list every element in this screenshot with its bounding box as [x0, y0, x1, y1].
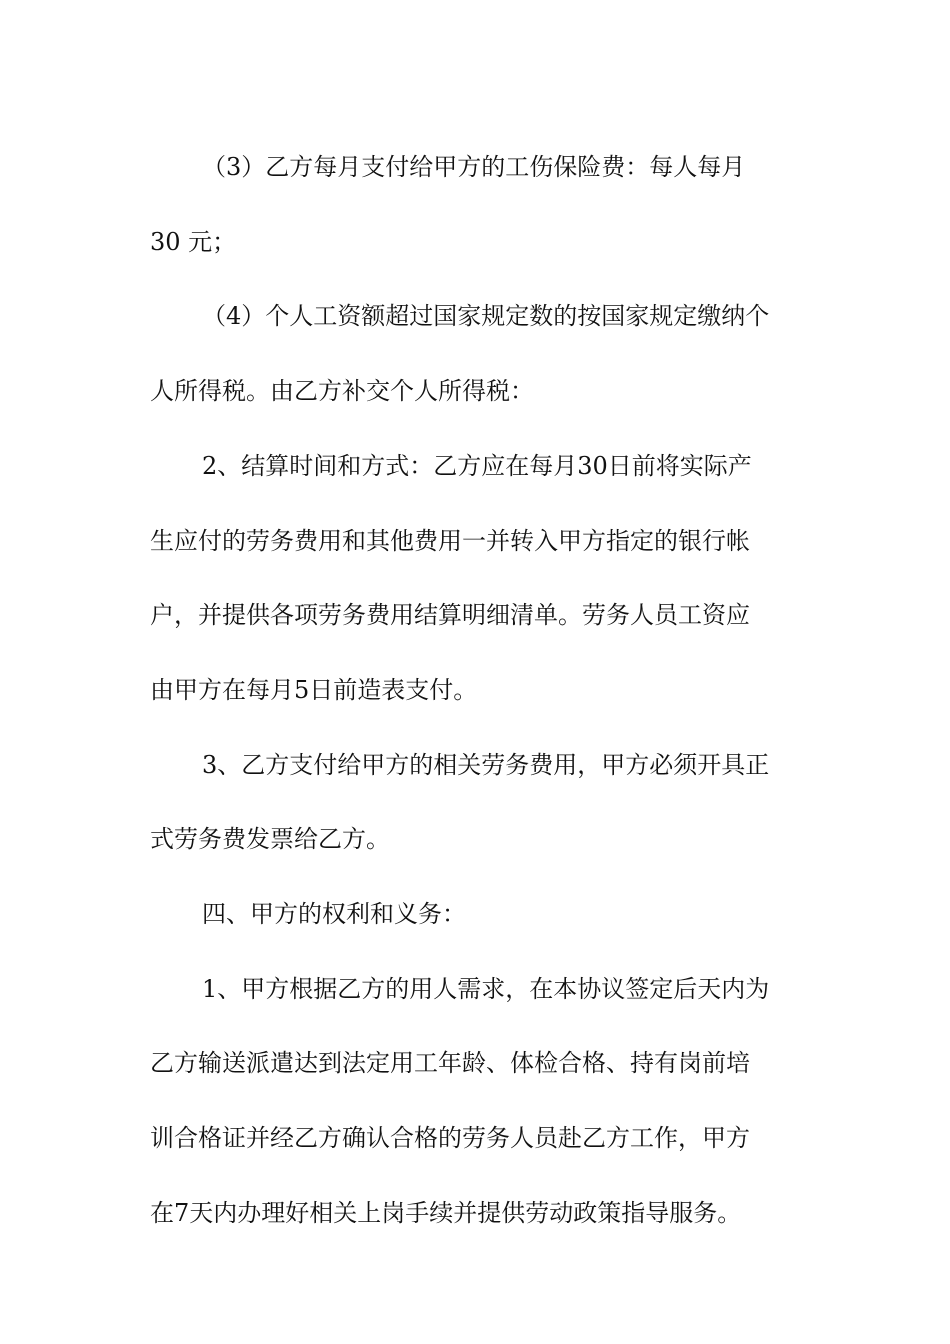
paragraph-line: （4）个人工资额超过国家规定数的按国家规定缴纳个: [202, 302, 770, 331]
paragraph-line: 户，并提供各项劳务费用结算明细清单。劳务人员工资应: [150, 601, 750, 630]
paragraph-line: 30 元；: [150, 227, 237, 256]
paragraph-line: 乙方输送派遣达到法定用工年龄、体检合格、持有岗前培: [150, 1049, 750, 1078]
section-heading: 四、甲方的权利和义务：: [202, 900, 466, 929]
paragraph-line: 3、乙方支付给甲方的相关劳务费用，甲方必须开具正: [202, 750, 770, 779]
paragraph-line: 训合格证并经乙方确认合格的劳务人员赴乙方工作，甲方: [150, 1124, 750, 1153]
paragraph-line: 人所得税。由乙方补交个人所得税：: [150, 377, 534, 406]
paragraph-line: 生应付的劳务费用和其他费用一并转入甲方指定的银行帐: [150, 526, 750, 555]
paragraph-line: 2、结算时间和方式：乙方应在每月30日前将实际产: [202, 451, 752, 480]
paragraph-line: 式劳务费发票给乙方。: [150, 825, 390, 854]
paragraph-line: （3）乙方每月支付给甲方的工伤保险费：每人每月: [202, 153, 746, 181]
paragraph-line: 在7天内办理好相关上岗手续并提供劳动政策指导服务。: [150, 1198, 742, 1227]
paragraph-line: 1、甲方根据乙方的用人需求，在本协议签定后天内为: [202, 974, 770, 1003]
paragraph-line: 由甲方在每月5日前造表支付。: [150, 675, 478, 704]
document-body: [150, 130, 810, 1251]
